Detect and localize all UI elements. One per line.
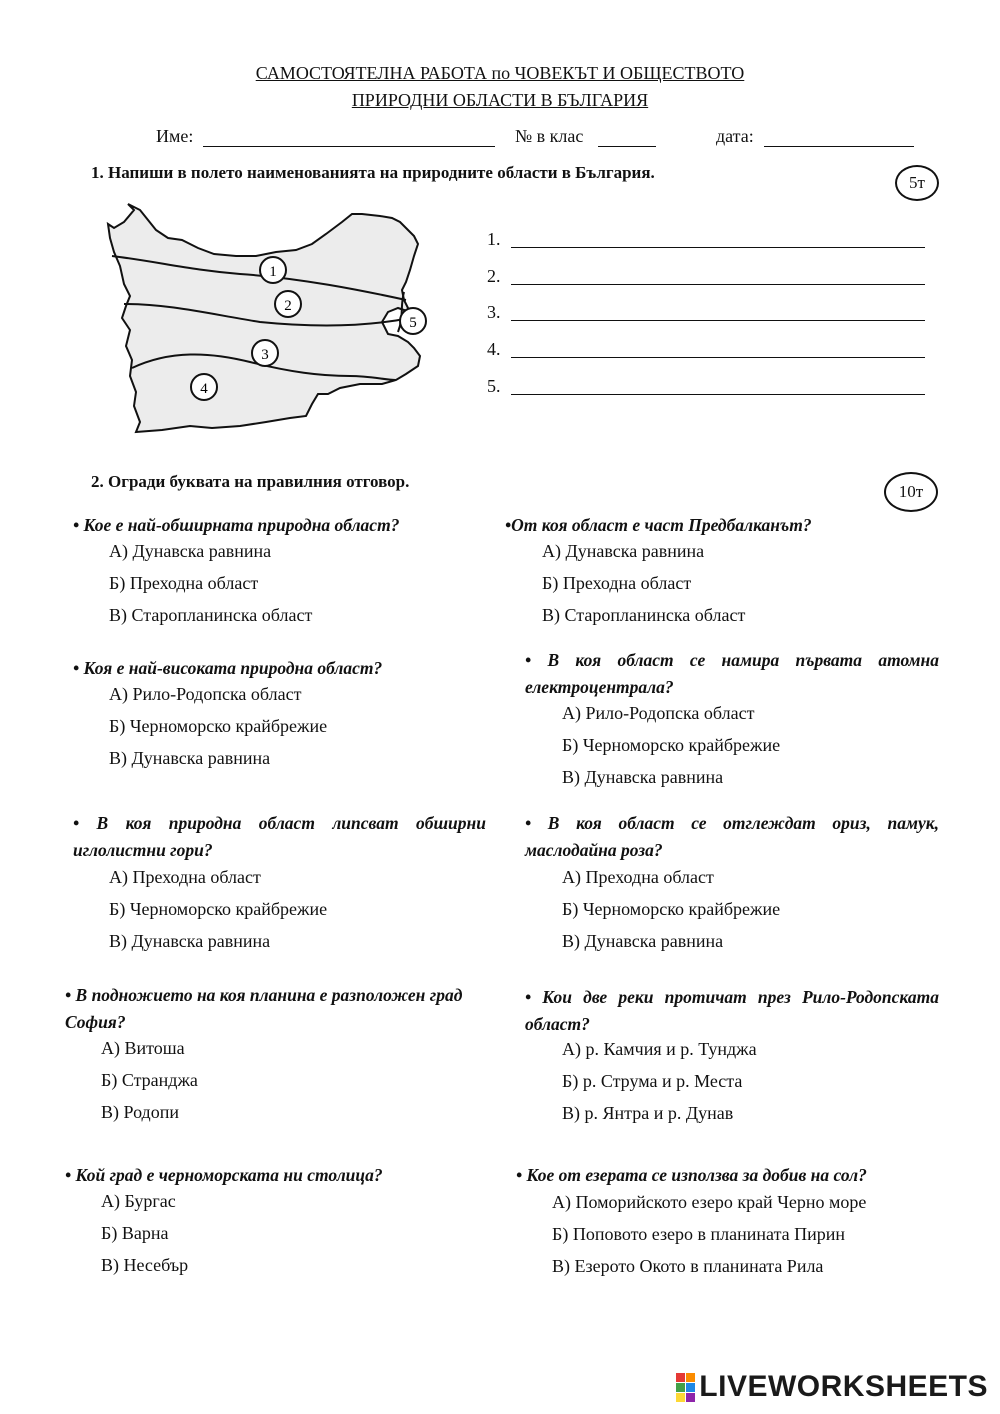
answer-number-2: 2.	[487, 266, 501, 286]
question-10: • Кое от езерата се използва за добив на сол?	[516, 1165, 867, 1185]
map-marker-5	[400, 308, 426, 334]
option-6c[interactable]: В) Дунавска равнина	[562, 931, 724, 951]
map-marker-2	[275, 291, 301, 317]
option-9c[interactable]: В) Несебър	[101, 1255, 189, 1275]
question-2-text: От коя област е част Предбалканът?	[511, 515, 812, 535]
map-marker-4	[191, 374, 217, 400]
question-3-text: Коя е най-високата природна област?	[83, 658, 383, 678]
option-2b[interactable]: Б) Преходна област	[542, 573, 692, 593]
date-label: дата:	[716, 126, 754, 146]
option-3b[interactable]: Б) Черноморско крайбрежие	[109, 716, 328, 736]
option-4c[interactable]: В) Дунавска равнина	[562, 767, 724, 787]
question-8-text: Кои две реки протичат през Рило-Родопската област?	[525, 987, 939, 1034]
option-7b[interactable]: Б) Странджа	[101, 1070, 198, 1090]
question-5-text: В коя природна област липсват обширни иглолистни гори?	[73, 813, 486, 860]
question-10-text: Кое от езерата се използва за добив на сол?	[526, 1165, 867, 1185]
option-10b[interactable]: Б) Поповото езеро в планината Пирин	[552, 1224, 846, 1244]
question-1: • Кое е най-обширната природна област?	[73, 515, 400, 535]
question-1-text: Кое е най-обширната природна област?	[83, 515, 400, 535]
task1-score: 5т	[895, 165, 939, 201]
option-9b[interactable]: Б) Варна	[101, 1223, 169, 1243]
answer-number-4: 4.	[487, 339, 501, 359]
map-label-2: 2	[284, 298, 292, 314]
answer-field-3[interactable]	[511, 320, 925, 321]
liveworksheets-logo-icon	[676, 1373, 695, 1402]
answer-number-3: 3.	[487, 302, 501, 322]
option-1b[interactable]: Б) Преходна област	[109, 573, 259, 593]
answer-field-4[interactable]	[511, 357, 925, 358]
option-7c[interactable]: В) Родопи	[101, 1102, 179, 1122]
question-7: • В подножието на коя планина е разположен град София?	[65, 985, 463, 1032]
option-6b[interactable]: Б) Черноморско крайбрежие	[562, 899, 781, 919]
option-2a[interactable]: А) Дунавска равнина	[542, 541, 705, 561]
liveworksheets-logo-text: LIVEWORKSHEETS	[699, 1370, 988, 1403]
bulgaria-map	[100, 200, 440, 440]
map-label-5: 5	[409, 315, 417, 331]
class-number-label: № в клас	[515, 126, 584, 146]
name-field[interactable]	[203, 146, 495, 147]
option-1a[interactable]: А) Дунавска равнина	[109, 541, 272, 561]
answer-number-5: 5.	[487, 376, 501, 396]
option-4a[interactable]: А) Рило-Родопска област	[562, 703, 755, 723]
option-8c[interactable]: В) р. Янтра и р. Дунав	[562, 1103, 734, 1123]
answer-field-5[interactable]	[511, 394, 925, 395]
task2-instruction: 2. Огради буквата на правилния отговор.	[91, 472, 410, 491]
answer-field-2[interactable]	[511, 284, 925, 285]
liveworksheets-logo	[676, 1370, 988, 1404]
option-10a[interactable]: А) Поморийското езеро край Черно море	[552, 1192, 867, 1212]
option-8b[interactable]: Б) р. Струма и р. Места	[562, 1071, 743, 1091]
option-7a[interactable]: А) Витоша	[101, 1038, 185, 1058]
map-label-3: 3	[261, 347, 269, 363]
task1-instruction: 1. Напиши в полето наименованията на природните области в България.	[91, 163, 655, 182]
worksheet-title: САМОСТОЯТЕЛНА РАБОТА по ЧОВЕКЪТ И ОБЩЕСТВОТО	[255, 63, 745, 83]
answer-number-1: 1.	[487, 229, 501, 249]
option-4b[interactable]: Б) Черноморско крайбрежие	[562, 735, 781, 755]
map-outline	[108, 204, 420, 432]
option-5c[interactable]: В) Дунавска равнина	[109, 931, 271, 951]
worksheet-subtitle: ПРИРОДНИ ОБЛАСТИ В БЪЛГАРИЯ	[351, 90, 649, 110]
option-1c[interactable]: В) Старопланинска област	[109, 605, 313, 625]
map-label-4: 4	[200, 381, 208, 397]
option-2c[interactable]: В) Старопланинска област	[542, 605, 746, 625]
question-2: •От коя област е част Предбалканът?	[505, 515, 812, 535]
question-3: • Коя е най-високата природна област?	[73, 658, 383, 678]
question-6: • В коя област се отглеждат ориз, памук, маслодайна роза?	[525, 813, 939, 860]
name-label: Име:	[156, 126, 194, 146]
task2-score: 10т	[884, 472, 938, 512]
map-marker-3	[252, 340, 278, 366]
option-3a[interactable]: А) Рило-Родопска област	[109, 684, 302, 704]
option-10c[interactable]: В) Езерото Окото в планината Рила	[552, 1256, 824, 1276]
question-5: • В коя природна област липсват обширни иглолистни гори?	[73, 813, 486, 860]
question-7-text: В подножието на коя планина е разположен град София?	[65, 985, 463, 1032]
question-9-text: Кой град е черноморската ни столица?	[75, 1165, 383, 1185]
option-5a[interactable]: А) Преходна област	[109, 867, 261, 887]
option-8a[interactable]: А) р. Камчия и р. Тунджа	[562, 1039, 757, 1059]
option-5b[interactable]: Б) Черноморско крайбрежие	[109, 899, 328, 919]
map-marker-1	[260, 257, 286, 283]
option-9a[interactable]: А) Бургас	[101, 1191, 176, 1211]
question-6-text: В коя област се отглеждат ориз, памук, маслодайна роза?	[525, 813, 939, 860]
question-8: • Кои две реки протичат през Рило-Родопската област?	[525, 987, 939, 1034]
map-label-1: 1	[269, 264, 277, 280]
option-3c[interactable]: В) Дунавска равнина	[109, 748, 271, 768]
date-field[interactable]	[764, 146, 914, 147]
class-number-field[interactable]	[598, 146, 656, 147]
option-6a[interactable]: А) Преходна област	[562, 867, 714, 887]
question-4: • В коя област се намира първата атомна електроцентрала?	[525, 650, 939, 697]
answer-field-1[interactable]	[511, 247, 925, 248]
question-9: • Кой град е черноморската ни столица?	[65, 1165, 383, 1185]
question-4-text: В коя област се намира първата атомна електроцентрала?	[525, 650, 939, 697]
